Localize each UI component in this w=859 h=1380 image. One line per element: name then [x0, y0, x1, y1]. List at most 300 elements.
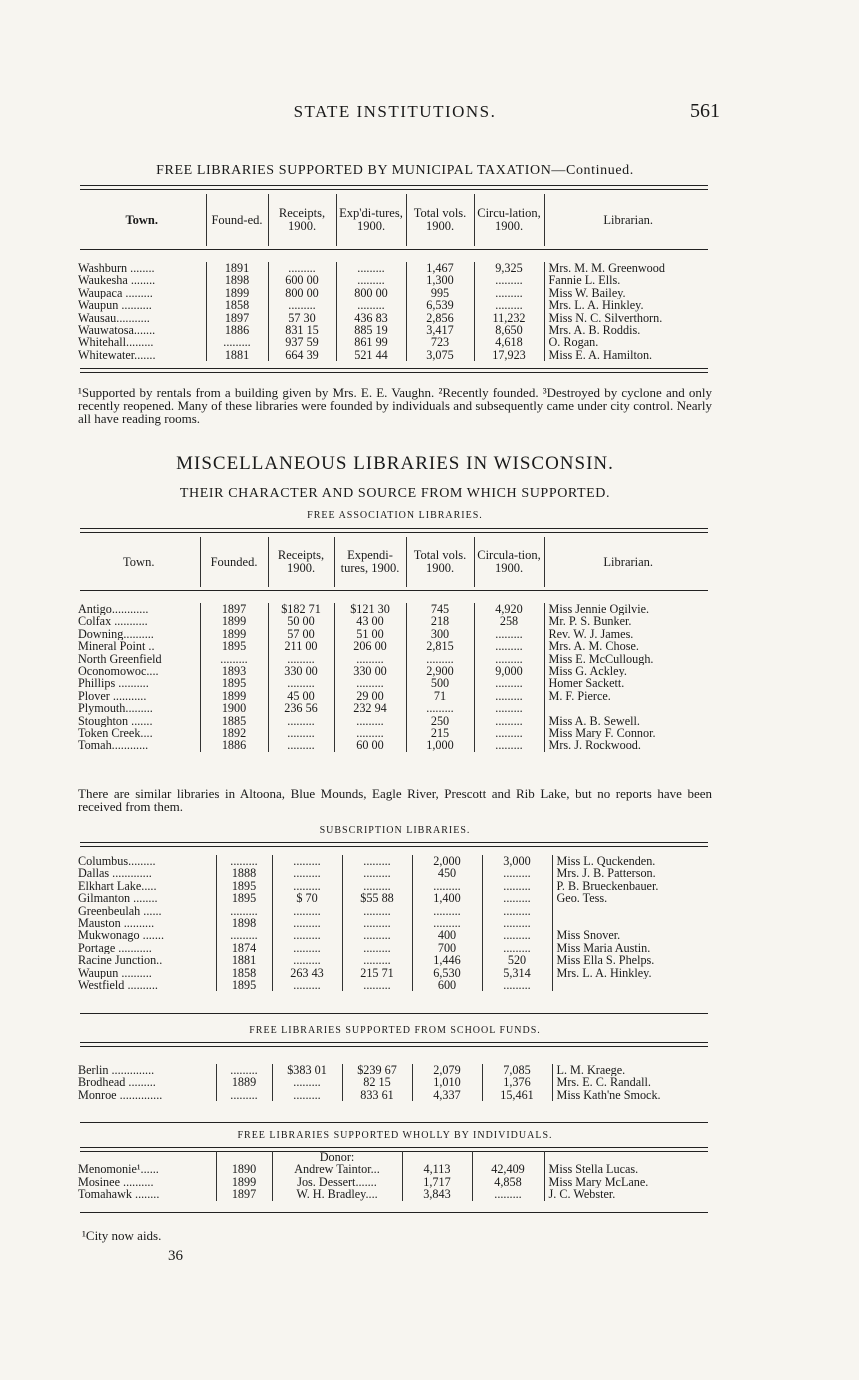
table-row — [78, 867, 712, 879]
value-cell: 1897 — [216, 1188, 272, 1200]
value-cell: 15,461 — [482, 1089, 552, 1101]
town-cell: Mauston .......... — [78, 917, 155, 930]
town-cell: Dallas ............. — [78, 867, 152, 880]
value-cell: 215 71 — [342, 967, 412, 979]
value-cell: 1889 — [216, 1076, 272, 1088]
municipal-header — [78, 194, 712, 246]
value-cell: 45 00 — [268, 690, 334, 702]
value-cell: 50 00 — [268, 615, 334, 627]
librarian-cell: Mrs. A. M. Chose. — [544, 640, 712, 652]
value-cell: ......... — [474, 653, 544, 665]
value-cell: 232 94 — [334, 702, 406, 714]
town-cell: Plymouth......... — [78, 702, 153, 715]
value-cell: ......... — [216, 1089, 272, 1101]
value-cell: 206 00 — [334, 640, 406, 652]
value-cell: W. H. Bradley.... — [272, 1188, 402, 1200]
table-row — [78, 855, 712, 867]
value-cell: 521 44 — [336, 349, 406, 361]
town-cell: Wauwatosa....... — [78, 324, 156, 337]
municipal-table — [78, 262, 712, 361]
value-cell: 1,446 — [412, 954, 482, 966]
town-cell: Berlin .............. — [78, 1064, 155, 1077]
town-cell: North Greenfield — [78, 652, 162, 666]
value-cell: 1897 — [206, 312, 268, 324]
rule — [80, 249, 708, 250]
value-cell: 29 00 — [334, 690, 406, 702]
librarian-cell: Mrs. J. B. Patterson. — [552, 867, 712, 879]
town-cell: Token Creek.... — [78, 727, 153, 740]
town-cell: Oconomowoc.... — [78, 665, 159, 678]
table-row — [78, 1188, 712, 1200]
value-cell: ......... — [342, 954, 412, 966]
value-cell: ......... — [334, 715, 406, 727]
value-cell: 57 00 — [268, 628, 334, 640]
town-cell: Whitehall......... — [78, 336, 154, 349]
value-cell: Andrew Taintor... — [272, 1163, 402, 1175]
value-cell: 600 — [412, 979, 482, 991]
librarian-cell: Miss W. Bailey. — [544, 287, 712, 299]
value-cell: 4,920 — [474, 603, 544, 615]
value-cell: ......... — [412, 917, 482, 929]
value-cell: 1895 — [216, 979, 272, 991]
table-row — [78, 677, 712, 689]
value-cell: 400 — [412, 929, 482, 941]
town-cell: Downing.......... — [78, 627, 154, 641]
value-cell: ......... — [216, 855, 272, 867]
value-cell: 1900 — [200, 702, 268, 714]
value-cell: ......... — [482, 917, 552, 929]
table-row — [78, 917, 712, 929]
value-cell: ......... — [342, 905, 412, 917]
association-table — [78, 603, 712, 752]
table-row — [78, 979, 712, 991]
town-cell: Westfield .......... — [78, 979, 158, 992]
association-header — [78, 537, 712, 587]
value-cell: 885 19 — [336, 324, 406, 336]
value-cell: 1898 — [216, 917, 272, 929]
value-cell: ......... — [474, 299, 544, 311]
table-row — [78, 665, 712, 677]
header-circulation: Circula-tion, 1900. — [474, 537, 544, 587]
value-cell: 6,539 — [406, 299, 474, 311]
value-cell: 2,900 — [406, 665, 474, 677]
value-cell: 1858 — [216, 967, 272, 979]
value-cell: ......... — [200, 653, 268, 665]
value-cell: ......... — [406, 702, 474, 714]
table-row — [78, 702, 712, 714]
librarian-cell: Miss Snover. — [552, 929, 712, 941]
librarian-cell: Mrs. E. C. Randall. — [552, 1076, 712, 1088]
librarian-cell — [544, 702, 712, 714]
value-cell: 1895 — [200, 640, 268, 652]
value-cell: ......... — [406, 653, 474, 665]
table-row — [78, 1076, 712, 1088]
town-cell: Monroe .............. — [78, 1088, 163, 1102]
value-cell: $182 71 — [268, 603, 334, 615]
value-cell: 43 00 — [334, 615, 406, 627]
value-cell: ......... — [216, 905, 272, 917]
librarian-cell: Miss G. Ackley. — [544, 665, 712, 677]
librarian-cell — [552, 979, 712, 991]
librarian-cell: Mrs. J. Rockwood. — [544, 739, 712, 751]
subscription-table — [78, 855, 712, 991]
librarian-cell: O. Rogan. — [544, 336, 712, 348]
town-cell: Waupaca ......... — [78, 286, 153, 300]
municipal-title: FREE LIBRARIES SUPPORTED BY MUNICIPAL TAXATION—Continued. — [156, 163, 634, 178]
town-cell: Stoughton ....... — [78, 714, 153, 728]
table-row — [78, 615, 712, 627]
header-librarian: Librarian. — [544, 194, 712, 246]
librarian-cell: L. M. Kraege. — [552, 1064, 712, 1076]
town-cell: Greenbeulah ...... — [78, 904, 162, 918]
town-cell: Colfax ........... — [78, 615, 148, 628]
value-cell: ......... — [474, 702, 544, 714]
value-cell: 4,337 — [412, 1089, 482, 1101]
value-cell: 861 99 — [336, 336, 406, 348]
town-cell: Plover ........... — [78, 689, 147, 703]
value-cell: ......... — [474, 274, 544, 286]
town-cell: Phillips .......... — [78, 677, 149, 690]
value-cell: ......... — [272, 905, 342, 917]
librarian-cell: Miss E. McCullough. — [544, 653, 712, 665]
value-cell: 1899 — [206, 287, 268, 299]
value-cell: 600 00 — [268, 274, 336, 286]
value-cell: ......... — [334, 677, 406, 689]
header-expenditures: Expendi-tures, 1900. — [334, 537, 406, 587]
table-row — [78, 727, 712, 739]
value-cell: 17,923 — [474, 349, 544, 361]
value-cell: $383 01 — [272, 1064, 342, 1076]
value-cell: 330 00 — [268, 665, 334, 677]
town-cell: Washburn ........ — [78, 262, 155, 275]
value-cell: 1874 — [216, 942, 272, 954]
table-row — [78, 715, 712, 727]
librarian-cell: Fannie L. Ells. — [544, 274, 712, 286]
association-note: There are similar libraries in Altoona, Blue Mounds, Eagle River, Prescott and Rib Lake, but no reports have been received from them. — [78, 786, 712, 814]
table-row — [78, 905, 712, 917]
value-cell: 1890 — [216, 1163, 272, 1175]
value-cell: 9,000 — [474, 665, 544, 677]
value-cell: 1893 — [200, 665, 268, 677]
value-cell: ......... — [268, 739, 334, 751]
librarian-cell: Mrs. M. M. Greenwood — [544, 262, 712, 274]
value-cell: 1,000 — [406, 739, 474, 751]
table-row — [78, 954, 712, 966]
municipal-note: ¹Supported by rentals from a building given by Mrs. E. E. Vaughn. ²Recently founded. ³Destroyed by cyclone and only recently reopened. Many of these libraries were founded by individuals and subsequently came under city control. Nearly all have reading rooms. — [78, 385, 712, 426]
town-cell: Waupun .......... — [78, 299, 152, 312]
value-cell: ......... — [342, 867, 412, 879]
town-cell: Gilmanton ........ — [78, 892, 158, 905]
value-cell: ......... — [336, 274, 406, 286]
table-row — [78, 929, 712, 941]
value-cell: ......... — [474, 640, 544, 652]
value-cell: 71 — [406, 690, 474, 702]
librarian-cell: Miss A. B. Sewell. — [544, 715, 712, 727]
value-cell: ......... — [272, 942, 342, 954]
value-cell: 236 56 — [268, 702, 334, 714]
table-row — [78, 653, 712, 665]
running-title: STATE INSTITUTIONS. — [293, 102, 497, 121]
value-cell: ......... — [216, 1064, 272, 1076]
value-cell: 211 00 — [268, 640, 334, 652]
value-cell: 82 15 — [342, 1076, 412, 1088]
table-row — [78, 1064, 712, 1076]
header-volumes: Total vols. 1900. — [406, 194, 474, 246]
value-cell: 5,314 — [482, 967, 552, 979]
rule — [80, 842, 708, 847]
librarian-cell: Miss E. A. Hamilton. — [544, 349, 712, 361]
value-cell: 215 — [406, 727, 474, 739]
value-cell: 520 — [482, 954, 552, 966]
table-row — [78, 1151, 712, 1163]
value-cell: 1892 — [200, 727, 268, 739]
town-cell: Tomahawk ........ — [78, 1188, 160, 1201]
value-cell: 4,618 — [474, 336, 544, 348]
value-cell: 1897 — [200, 603, 268, 615]
librarian-cell: Miss Kath'ne Smock. — [552, 1089, 712, 1101]
value-cell: 450 — [412, 867, 482, 879]
value-cell: ......... — [272, 1089, 342, 1101]
value-cell: ......... — [272, 917, 342, 929]
value-cell: 800 00 — [268, 287, 336, 299]
header-volumes: Total vols. 1900. — [406, 537, 474, 587]
value-cell: 60 00 — [334, 739, 406, 751]
value-cell: ......... — [482, 929, 552, 941]
value-cell: 1895 — [216, 880, 272, 892]
misc-subtitle: THEIR CHARACTER AND SOURCE FROM WHICH SUPPORTED. — [179, 486, 611, 501]
value-cell: 3,075 — [406, 349, 474, 361]
donor-header: Donor: — [272, 1151, 402, 1163]
table-row — [78, 1089, 712, 1101]
individual-table — [78, 1151, 712, 1201]
value-cell: ......... — [342, 979, 412, 991]
rule — [80, 590, 708, 591]
header-founded: Found-ed. — [206, 194, 268, 246]
value-cell: ......... — [272, 954, 342, 966]
value-cell: 51 00 — [334, 628, 406, 640]
association-title: FREE ASSOCIATION LIBRARIES. — [307, 510, 483, 521]
value-cell: ......... — [268, 299, 336, 311]
value-cell: $239 67 — [342, 1064, 412, 1076]
table-row — [78, 603, 712, 615]
town-cell: Mineral Point .. — [78, 640, 155, 653]
table-row — [78, 349, 712, 361]
value-cell: ......... — [474, 727, 544, 739]
value-cell: 500 — [406, 677, 474, 689]
value-cell: ......... — [472, 1188, 544, 1200]
value-cell: 2,000 — [412, 855, 482, 867]
value-cell: 1886 — [206, 324, 268, 336]
value-cell: 1899 — [200, 628, 268, 640]
table-row — [78, 336, 712, 348]
table-row — [78, 287, 712, 299]
value-cell: 2,079 — [412, 1064, 482, 1076]
value-cell: 250 — [406, 715, 474, 727]
value-cell: $ 70 — [272, 892, 342, 904]
value-cell: 1899 — [200, 615, 268, 627]
value-cell: 2,815 — [406, 640, 474, 652]
school-title: FREE LIBRARIES SUPPORTED FROM SCHOOL FUNDS. — [249, 1025, 541, 1036]
value-cell: ......... — [268, 677, 334, 689]
librarian-cell: Miss N. C. Silverthorn. — [544, 312, 712, 324]
value-cell: ......... — [474, 715, 544, 727]
rule — [80, 185, 708, 190]
value-cell: ......... — [482, 892, 552, 904]
town-cell: Elkhart Lake..... — [78, 879, 157, 893]
value-cell: ......... — [216, 929, 272, 941]
value-cell: 1,010 — [412, 1076, 482, 1088]
value-cell: 831 15 — [268, 324, 336, 336]
value-cell: ......... — [474, 677, 544, 689]
header-librarian: Librarian. — [544, 537, 712, 587]
value-cell: 6,530 — [412, 967, 482, 979]
value-cell: ......... — [342, 855, 412, 867]
subscription-title: SUBSCRIPTION LIBRARIES. — [319, 825, 471, 836]
librarian-cell: Miss Jennie Ogilvie. — [544, 603, 712, 615]
value-cell: 1898 — [206, 274, 268, 286]
town-cell: Menomonie¹...... — [78, 1163, 159, 1176]
town-cell: Portage ........... — [78, 941, 152, 955]
table-row — [78, 880, 712, 892]
value-cell: 1,300 — [406, 274, 474, 286]
header-expenditures: Exp'di-tures, 1900. — [336, 194, 406, 246]
value-cell: ......... — [482, 880, 552, 892]
value-cell: 1888 — [216, 867, 272, 879]
value-cell: ......... — [268, 715, 334, 727]
value-cell: ......... — [272, 880, 342, 892]
value-cell: 3,843 — [402, 1188, 472, 1200]
value-cell: 1,717 — [402, 1176, 472, 1188]
value-cell: 1858 — [206, 299, 268, 311]
value-cell: ......... — [272, 929, 342, 941]
rule — [80, 1122, 708, 1123]
value-cell: ......... — [268, 727, 334, 739]
header-founded: Founded. — [200, 537, 268, 587]
value-cell: 436 83 — [336, 312, 406, 324]
librarian-cell: M. F. Pierce. — [544, 690, 712, 702]
town-cell: Whitewater....... — [78, 348, 156, 362]
value-cell: Jos. Dessert....... — [272, 1176, 402, 1188]
value-cell: ......... — [482, 942, 552, 954]
value-cell: ......... — [342, 929, 412, 941]
table-row — [78, 274, 712, 286]
town-cell: Wausau........... — [78, 311, 150, 325]
rule — [80, 1042, 708, 1047]
rule — [80, 1013, 708, 1014]
librarian-cell: Mr. P. S. Bunker. — [544, 615, 712, 627]
value-cell: 11,232 — [474, 312, 544, 324]
value-cell: 218 — [406, 615, 474, 627]
value-cell: ......... — [412, 880, 482, 892]
librarian-cell: Miss Maria Austin. — [552, 942, 712, 954]
town-cell: Waupun .......... — [78, 966, 152, 980]
table-row — [78, 739, 712, 751]
librarian-cell: Miss L. Quckenden. — [552, 855, 712, 867]
individual-title: FREE LIBRARIES SUPPORTED WHOLLY BY INDIVIDUALS. — [237, 1130, 553, 1141]
town-cell: Brodhead ......... — [78, 1076, 156, 1089]
signature-mark: 36 — [168, 1248, 183, 1264]
town-cell: Mosinee .......... — [78, 1175, 154, 1189]
value-cell: 7,085 — [482, 1064, 552, 1076]
value-cell: 9,325 — [474, 262, 544, 274]
value-cell: 800 00 — [336, 287, 406, 299]
town-cell: Tomah............ — [78, 739, 149, 752]
value-cell: 263 43 — [272, 967, 342, 979]
header-town: Town. — [125, 212, 159, 227]
table-row — [78, 262, 712, 274]
table-row — [78, 967, 712, 979]
school-table — [78, 1064, 712, 1101]
value-cell: $55 88 — [342, 892, 412, 904]
table-row — [78, 1176, 712, 1188]
value-cell: ......... — [334, 653, 406, 665]
town-cell: Mukwonago ....... — [78, 929, 164, 942]
librarian-cell — [552, 905, 712, 917]
value-cell: 2,856 — [406, 312, 474, 324]
value-cell: ......... — [482, 867, 552, 879]
value-cell: ......... — [342, 917, 412, 929]
value-cell: 1,376 — [482, 1076, 552, 1088]
rule — [80, 368, 708, 373]
header-receipts: Receipts, 1900. — [268, 537, 334, 587]
value-cell: ......... — [482, 979, 552, 991]
librarian-cell: P. B. Brueckenbauer. — [552, 880, 712, 892]
librarian-cell: Rev. W. J. James. — [544, 628, 712, 640]
value-cell: ......... — [336, 262, 406, 274]
value-cell: ......... — [272, 867, 342, 879]
value-cell: 8,650 — [474, 324, 544, 336]
value-cell: 664 39 — [268, 349, 336, 361]
rule — [80, 1212, 708, 1213]
value-cell: 723 — [406, 336, 474, 348]
value-cell: ......... — [474, 628, 544, 640]
value-cell: 1,467 — [406, 262, 474, 274]
table-row — [78, 324, 712, 336]
value-cell: 3,000 — [482, 855, 552, 867]
value-cell: 330 00 — [334, 665, 406, 677]
value-cell: ......... — [482, 905, 552, 917]
librarian-cell: Miss Ella S. Phelps. — [552, 954, 712, 966]
value-cell: 3,417 — [406, 324, 474, 336]
value-cell: 745 — [406, 603, 474, 615]
value-cell: 1885 — [200, 715, 268, 727]
librarian-cell: Mrs. A. B. Roddis. — [544, 324, 712, 336]
town-cell: Columbus......... — [78, 855, 156, 868]
header-circulation: Circu-lation, 1900. — [474, 194, 544, 246]
town-cell: Waukesha ........ — [78, 274, 156, 287]
value-cell: ......... — [412, 905, 482, 917]
librarian-cell: Miss Mary McLane. — [544, 1176, 712, 1188]
value-cell: 1899 — [200, 690, 268, 702]
value-cell: ......... — [206, 336, 268, 348]
value-cell: 42,409 — [472, 1163, 544, 1175]
page-number: 561 — [690, 100, 720, 122]
value-cell: ......... — [336, 299, 406, 311]
value-cell: 1899 — [216, 1176, 272, 1188]
value-cell: 57 30 — [268, 312, 336, 324]
value-cell: 1,400 — [412, 892, 482, 904]
table-row — [78, 628, 712, 640]
librarian-cell: Geo. Tess. — [552, 892, 712, 904]
value-cell: ......... — [474, 690, 544, 702]
value-cell: ......... — [272, 979, 342, 991]
value-cell: ......... — [342, 942, 412, 954]
table-row — [78, 640, 712, 652]
value-cell: ......... — [268, 653, 334, 665]
table-row — [78, 312, 712, 324]
table-row — [78, 299, 712, 311]
footnote: ¹City now aids. — [82, 1228, 162, 1243]
